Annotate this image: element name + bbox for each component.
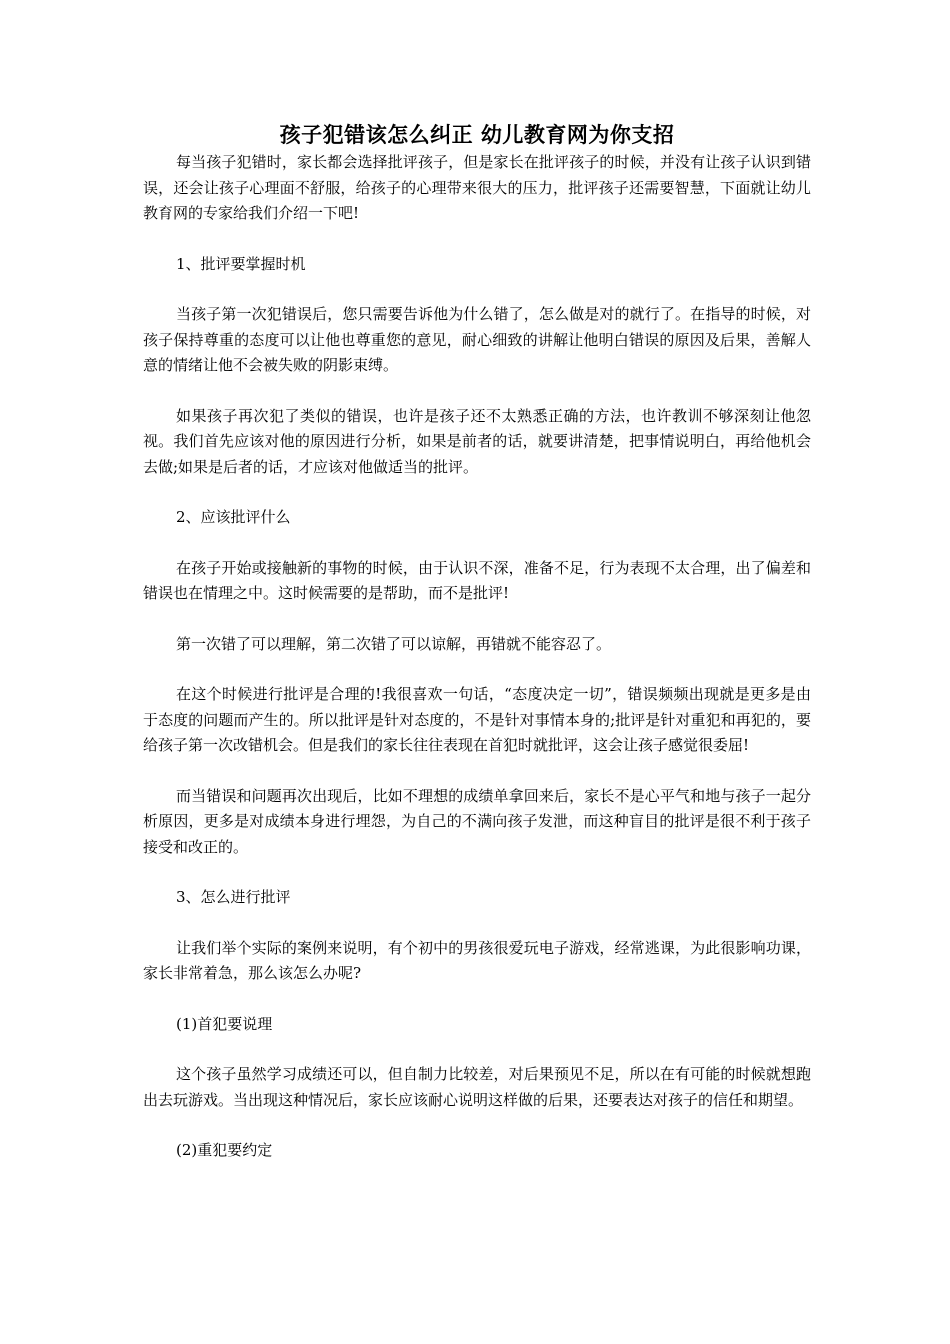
paragraph-gap [143, 657, 811, 682]
paragraph-gap [143, 1037, 811, 1062]
body-paragraph: 这个孩子虽然学习成绩还可以，但自制力比较差，对后果预见不足，所以在有可能的时候就想跑出去玩游戏。当出现这种情况后，家长应该耐心说明这样做的后果，还要表达对孩子的信任和期望。 [143, 1065, 811, 1109]
body-paragraph: 第一次错了可以理解，第二次错了可以谅解，再错就不能容忍了。 [176, 634, 612, 653]
section-heading-1: 1、批评要掌握时机 [176, 254, 306, 273]
section-heading-3: 3、怎么进行批评 [176, 888, 291, 906]
sub-heading-1: (1)首犯要说理 [176, 1014, 273, 1033]
paragraph-gap [143, 987, 811, 1012]
body-paragraph: 而当错误和问题再次出现后，比如不理想的成绩单拿回来后，家长不是心平气和地与孩子一起分析原因，更多是对成绩本身进行埋怨，为自己的不满向孩子发泄，而这种盲目的批评是很不利于孩子接受和改正的。 [143, 786, 811, 856]
sub-heading-2: (2)重犯要约定 [176, 1141, 273, 1159]
body-paragraph: 让我们举个实际的案例来说明，有个初中的男孩很爱玩电子游戏，经常逃课，为此很影响功课，家长非常着急，那么该怎么办呢? [143, 938, 811, 982]
paragraph-gap [143, 277, 811, 302]
paragraph-gap [143, 531, 811, 556]
section-heading-2: 2、应该批评什么 [176, 508, 291, 526]
paragraph-gap [143, 911, 811, 936]
paragraph-gap [143, 227, 811, 252]
paragraph-gap [143, 759, 811, 784]
intro-paragraph: 每当孩子犯错时，家长都会选择批评孩子，但是家长在批评孩子的时候，并没有让孩子认识到错误，还会让孩子心理面不舒服，给孩子的心理带来很大的压力，批评孩子还需要智慧，下面就让幼儿教育网的专家给我们介绍一下吧! [143, 153, 811, 222]
paragraph-gap [143, 860, 811, 885]
body-paragraph: 在孩子开始或接触新的事物的时候，由于认识不深，准备不足，行为表现不太合理，出了偏差和错误也在情理之中。这时候需要的是帮助，而不是批评! [143, 558, 811, 602]
paragraph-gap [143, 480, 811, 505]
paragraph-gap [143, 1113, 811, 1138]
body-paragraph: 当孩子第一次犯错误后，您只需要告诉他为什么错了，怎么做是对的就行了。在指导的时候，对孩子保持尊重的态度可以让他也尊重您的意见，耐心细致的讲解让他明白错误的原因及后果，善解人意的情绪让他不会被失败的阴影束缚。 [143, 305, 811, 374]
document-body [143, 120, 811, 1164]
paragraph-gap [143, 379, 811, 404]
document-title: 孩子犯错该怎么纠正 幼儿教育网为你支招 [279, 122, 675, 147]
body-paragraph: 在这个时候进行批评是合理的!我很喜欢一句话，“态度决定一切”，错误频频出现就是更多是由于态度的问题而产生的。所以批评是针对态度的，不是针对事情本身的;批评是针对重犯和再犯的，要给孩子第一次改错机会。但是我们的家长往往表现在首犯时就批评，这会让孩子感觉很委屈! [143, 685, 811, 754]
body-paragraph: 如果孩子再次犯了类似的错误，也许是孩子还不太熟悉正确的方法，也许教训不够深刻让他忽视。我们首先应该对他的原因进行分析，如果是前者的话，就要讲清楚，把事情说明白，再给他机会去做;如果是后者的话，才应该对他做适当的批评。 [143, 406, 811, 476]
paragraph-gap [143, 607, 811, 632]
